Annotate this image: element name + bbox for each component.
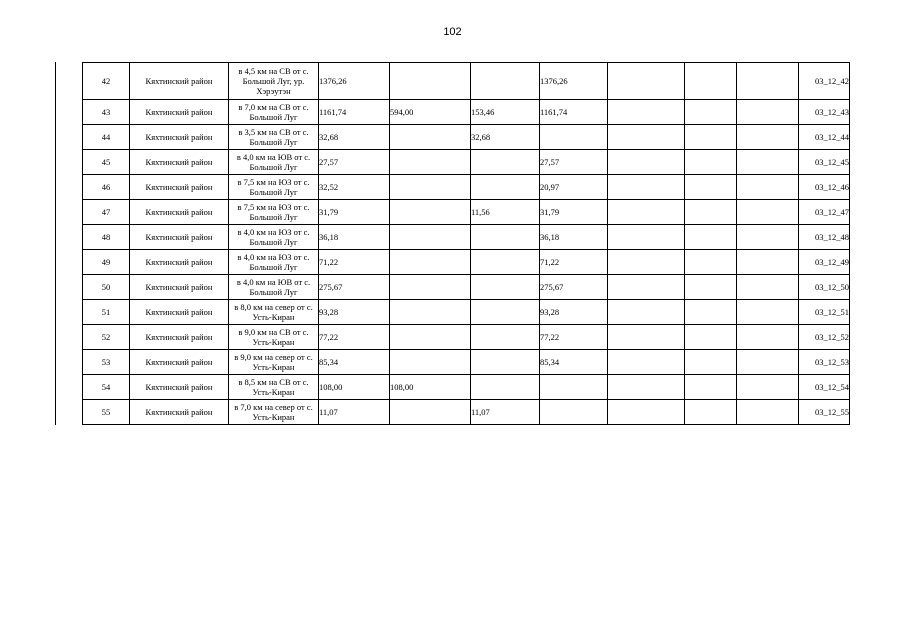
area-col-7-cell — [737, 325, 799, 350]
area-col-3-cell — [471, 63, 540, 100]
area-col-5-cell — [608, 150, 685, 175]
area-col-5-cell — [608, 350, 685, 375]
table-row — [83, 400, 850, 425]
district-cell: Кяхтинский район — [130, 150, 229, 175]
table-row — [83, 375, 850, 400]
area-col-3-cell — [471, 375, 540, 400]
plot-code-cell: 03_12_48 — [799, 225, 850, 250]
area-col-7-cell — [737, 375, 799, 400]
location-cell: в 4,0 км на ЮЗ от с. Большой Луг — [229, 250, 319, 275]
area-col-3-cell — [471, 275, 540, 300]
area-col-6-cell — [685, 200, 737, 225]
area-col-5-cell — [608, 225, 685, 250]
table-row — [83, 225, 850, 250]
area-col-2-cell — [390, 275, 471, 300]
area-col-4-cell: 71,22 — [540, 250, 608, 275]
area-col-6-cell — [685, 350, 737, 375]
area-col-5-cell — [608, 63, 685, 100]
total-area-cell: 85,34 — [319, 350, 390, 375]
area-col-5-cell — [608, 275, 685, 300]
table-body — [83, 63, 850, 425]
plot-code-cell: 03_12_55 — [799, 400, 850, 425]
area-col-5-cell — [608, 325, 685, 350]
area-col-3-cell — [471, 175, 540, 200]
area-col-6-cell — [685, 63, 737, 100]
plot-code-cell: 03_12_49 — [799, 250, 850, 275]
plot-code-cell: 03_12_51 — [799, 300, 850, 325]
plot-code-cell: 03_12_42 — [799, 63, 850, 100]
plot-code-cell: 03_12_53 — [799, 350, 850, 375]
table-row — [83, 63, 850, 100]
district-cell: Кяхтинский район — [130, 200, 229, 225]
area-col-4-cell: 1161,74 — [540, 100, 608, 125]
land-plots-table — [82, 62, 850, 425]
total-area-cell: 32,52 — [319, 175, 390, 200]
area-col-6-cell — [685, 100, 737, 125]
area-col-3-cell — [471, 300, 540, 325]
area-col-6-cell — [685, 250, 737, 275]
location-cell: в 7,5 км на ЮЗ от с. Большой Луг — [229, 200, 319, 225]
area-col-2-cell — [390, 325, 471, 350]
row-number-cell: 44 — [83, 125, 130, 150]
area-col-4-cell: 20,97 — [540, 175, 608, 200]
row-number-cell: 45 — [83, 150, 130, 175]
area-col-4-cell: 27,57 — [540, 150, 608, 175]
area-col-6-cell — [685, 225, 737, 250]
plot-code-cell: 03_12_43 — [799, 100, 850, 125]
location-cell: в 4,0 км на ЮВ от с. Большой Луг — [229, 275, 319, 300]
total-area-cell: 71,22 — [319, 250, 390, 275]
row-number-cell: 47 — [83, 200, 130, 225]
plot-code-cell: 03_12_45 — [799, 150, 850, 175]
total-area-cell: 1376,26 — [319, 63, 390, 100]
area-col-2-cell — [390, 63, 471, 100]
location-cell: в 9,0 км на север от с. Усть-Киран — [229, 350, 319, 375]
area-col-6-cell — [685, 150, 737, 175]
district-cell: Кяхтинский район — [130, 250, 229, 275]
area-col-7-cell — [737, 250, 799, 275]
area-col-2-cell — [390, 125, 471, 150]
total-area-cell: 275,67 — [319, 275, 390, 300]
area-col-2-cell: 108,00 — [390, 375, 471, 400]
margin-rule — [55, 62, 56, 425]
table-row — [83, 250, 850, 275]
area-col-4-cell: 85,34 — [540, 350, 608, 375]
plot-code-cell: 03_12_50 — [799, 275, 850, 300]
district-cell: Кяхтинский район — [130, 175, 229, 200]
area-col-2-cell — [390, 225, 471, 250]
area-col-5-cell — [608, 175, 685, 200]
plot-code-cell: 03_12_46 — [799, 175, 850, 200]
table-row — [83, 200, 850, 225]
area-col-7-cell — [737, 100, 799, 125]
area-col-5-cell — [608, 200, 685, 225]
area-col-3-cell: 153,46 — [471, 100, 540, 125]
location-cell: в 4,0 км на ЮЗ от с. Большой Луг — [229, 225, 319, 250]
district-cell: Кяхтинский район — [130, 300, 229, 325]
location-cell: в 7,0 км на север от с. Усть-Киран — [229, 400, 319, 425]
location-cell: в 4,5 км на СВ от с. Большой Луг, ур. Хэрэутэн — [229, 63, 319, 100]
total-area-cell: 32,68 — [319, 125, 390, 150]
area-col-2-cell — [390, 250, 471, 275]
area-col-3-cell — [471, 325, 540, 350]
row-number-cell: 49 — [83, 250, 130, 275]
area-col-4-cell: 1376,26 — [540, 63, 608, 100]
area-col-5-cell — [608, 375, 685, 400]
location-cell: в 9,0 км на СВ от с. Усть-Киран — [229, 325, 319, 350]
area-col-3-cell: 11,07 — [471, 400, 540, 425]
total-area-cell: 108,00 — [319, 375, 390, 400]
area-col-3-cell — [471, 250, 540, 275]
district-cell: Кяхтинский район — [130, 125, 229, 150]
total-area-cell: 93,28 — [319, 300, 390, 325]
total-area-cell: 36,18 — [319, 225, 390, 250]
area-col-2-cell — [390, 200, 471, 225]
area-col-3-cell: 11,56 — [471, 200, 540, 225]
area-col-3-cell — [471, 350, 540, 375]
area-col-5-cell — [608, 300, 685, 325]
area-col-5-cell — [608, 400, 685, 425]
table-row — [83, 125, 850, 150]
plot-code-cell: 03_12_54 — [799, 375, 850, 400]
row-number-cell: 46 — [83, 175, 130, 200]
area-col-4-cell — [540, 400, 608, 425]
row-number-cell: 53 — [83, 350, 130, 375]
district-cell: Кяхтинский район — [130, 350, 229, 375]
row-number-cell: 54 — [83, 375, 130, 400]
plot-code-cell: 03_12_44 — [799, 125, 850, 150]
area-col-2-cell — [390, 175, 471, 200]
area-col-7-cell — [737, 400, 799, 425]
total-area-cell: 11,07 — [319, 400, 390, 425]
area-col-2-cell: 594,00 — [390, 100, 471, 125]
plot-code-cell: 03_12_52 — [799, 325, 850, 350]
area-col-7-cell — [737, 225, 799, 250]
table-row — [83, 325, 850, 350]
table-row — [83, 275, 850, 300]
area-col-5-cell — [608, 125, 685, 150]
area-col-7-cell — [737, 150, 799, 175]
area-col-3-cell — [471, 225, 540, 250]
area-col-5-cell — [608, 250, 685, 275]
location-cell: в 7,0 км на СВ от с. Большой Луг — [229, 100, 319, 125]
area-col-7-cell — [737, 125, 799, 150]
district-cell: Кяхтинский район — [130, 375, 229, 400]
area-col-7-cell — [737, 175, 799, 200]
area-col-2-cell — [390, 350, 471, 375]
district-cell: Кяхтинский район — [130, 275, 229, 300]
area-col-4-cell: 31,79 — [540, 200, 608, 225]
total-area-cell: 1161,74 — [319, 100, 390, 125]
total-area-cell: 27,57 — [319, 150, 390, 175]
area-col-7-cell — [737, 63, 799, 100]
table-row — [83, 300, 850, 325]
area-col-6-cell — [685, 375, 737, 400]
row-number-cell: 51 — [83, 300, 130, 325]
table-row — [83, 100, 850, 125]
row-number-cell: 43 — [83, 100, 130, 125]
row-number-cell: 42 — [83, 63, 130, 100]
area-col-6-cell — [685, 275, 737, 300]
area-col-7-cell — [737, 350, 799, 375]
row-number-cell: 52 — [83, 325, 130, 350]
area-col-4-cell: 36,18 — [540, 225, 608, 250]
district-cell: Кяхтинский район — [130, 100, 229, 125]
district-cell: Кяхтинский район — [130, 400, 229, 425]
area-col-6-cell — [685, 125, 737, 150]
row-number-cell: 55 — [83, 400, 130, 425]
area-col-3-cell — [471, 150, 540, 175]
location-cell: в 4,0 км на ЮВ от с. Большой Луг — [229, 150, 319, 175]
area-col-4-cell — [540, 375, 608, 400]
area-col-3-cell: 32,68 — [471, 125, 540, 150]
area-col-6-cell — [685, 175, 737, 200]
area-col-6-cell — [685, 400, 737, 425]
district-cell: Кяхтинский район — [130, 63, 229, 100]
row-number-cell: 48 — [83, 225, 130, 250]
area-col-7-cell — [737, 275, 799, 300]
location-cell: в 3,5 км на СВ от с. Большой Луг — [229, 125, 319, 150]
table-row — [83, 350, 850, 375]
area-col-4-cell: 77,22 — [540, 325, 608, 350]
area-col-7-cell — [737, 300, 799, 325]
page-number: 102 — [443, 26, 462, 38]
district-cell: Кяхтинский район — [130, 225, 229, 250]
location-cell: в 8,5 км на СВ от с. Усть-Киран — [229, 375, 319, 400]
area-col-2-cell — [390, 300, 471, 325]
area-col-5-cell — [608, 100, 685, 125]
area-col-2-cell — [390, 400, 471, 425]
area-col-4-cell: 275,67 — [540, 275, 608, 300]
area-col-6-cell — [685, 300, 737, 325]
total-area-cell: 31,79 — [319, 200, 390, 225]
area-col-7-cell — [737, 200, 799, 225]
area-col-2-cell — [390, 150, 471, 175]
district-cell: Кяхтинский район — [130, 325, 229, 350]
table-row — [83, 150, 850, 175]
total-area-cell: 77,22 — [319, 325, 390, 350]
row-number-cell: 50 — [83, 275, 130, 300]
location-cell: в 8,0 км на север от с. Усть-Киран — [229, 300, 319, 325]
table-row — [83, 175, 850, 200]
location-cell: в 7,5 км на ЮЗ от с. Большой Луг — [229, 175, 319, 200]
plot-code-cell: 03_12_47 — [799, 200, 850, 225]
area-col-6-cell — [685, 325, 737, 350]
area-col-4-cell — [540, 125, 608, 150]
area-col-4-cell: 93,28 — [540, 300, 608, 325]
